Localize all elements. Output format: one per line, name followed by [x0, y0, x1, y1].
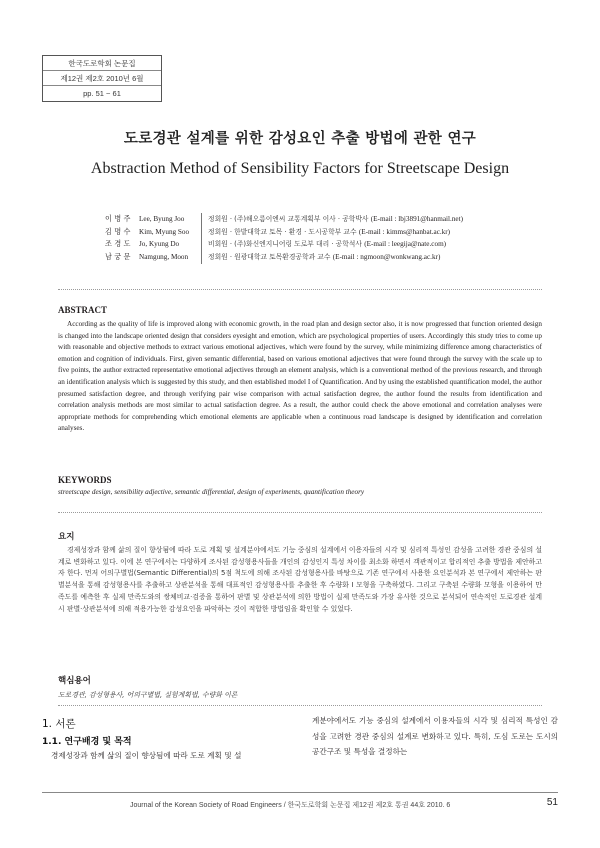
divider [201, 251, 202, 264]
author-email: (E-mail : ngmoon@wonkwang.ac.kr) [332, 253, 441, 262]
author-row [105, 238, 463, 251]
volume-issue: 제12권 제2호 2010년 6월 [43, 71, 161, 86]
publication-info-box [42, 55, 162, 102]
author-affiliation: 정회원 · 원광대학교 토목환경공학과 교수 [208, 253, 331, 262]
page-number: 51 [546, 797, 558, 808]
author-affiliation: 비회원 · (주)화신엔지니어링 도로부 대리 · 공학석사 [208, 240, 362, 249]
author-list [105, 213, 463, 264]
author-name-en: Namgung, Moon [139, 253, 189, 262]
subsection-heading: 1.1. 연구배경 및 목적 [42, 737, 132, 747]
author-name-en: Lee, Byung Joo [139, 215, 185, 223]
separator-rule [58, 705, 542, 706]
keywords-text: streetscape design, sensibility adjective, semantic differential, design of experiments, quantification theory [58, 488, 365, 496]
yoji-text: 경제성장과 함께 삶의 질이 향상됨에 따라 도로 계획 및 설계분야에서도 기능 중심의 설계에서 이용자들의 시각 및 심리적 특성인 감성을 고려한 경관 중심의 설계로 변화하고 있다. 이에 본 연구에서는 다양하게 조사된 감성형용사들을 개인의 감성인지 특성 차이를 최소화 하면서 객관적이고 합리적인 추출 방법을 제안하고자 한다. 먼저 어의구별법(Semantic Differential)의 5점 척도에 의해 조사된 감성형용사를 바탕으로 기존 연구에서 사용한 요인분석과 본 연구에서 제안하는 판별분석을 통해 감성형용사를 추출하고 상관분석을 통해 대표적인 감성형용사를 추출한 후 수량화 Ⅰ 모형을 구축하였다. 그리고 구축된 수량화 모형을 이용하여 만족도를 예측한 후 실제 만족도와의 쌍체비교·검증을 통하여 판별 및 상관분석에 의한 방법이 실제 만족도와 가장 유사한 것으로 분석되어 연속적인 도로경관 설계시 판별·상관분석에 의해 적용가능한 감성요인을 파악하는 것이 적합한 방법임을 확인할 수 있었다. [58, 546, 542, 613]
author-email: (E-mail : leegija@nate.com) [364, 240, 447, 249]
yoji-heading: 요지 [58, 532, 75, 542]
author-email: (E-mail : lbj3891@hanmail.net) [370, 215, 464, 223]
kw-ko-text: 도로경관, 감성형용사, 어의구별법, 실험계획법, 수량화 이론 [58, 691, 238, 699]
author-affiliation: 정회원 · (주)해오름이엔씨 교통계획부 이사 · 공학박사 [208, 215, 369, 223]
author-name-en: Jo, Kyung Do [139, 240, 180, 249]
section-heading: 1. 서론 [42, 718, 76, 730]
footer-rule [42, 792, 558, 793]
divider [201, 213, 202, 226]
author-row [105, 226, 463, 239]
author-row [105, 213, 463, 226]
abstract-text: According as the quality of life is improved along with economic growth, in the road plan and design sector also, it is now progressed that function oriented design is changed into the landscape oriented design that considers eyesight and emotion, which are psychological properties of users. Accordingly this study tries to come up with reasonable and objective methods to extract various emotional adjectives, which were found by the survey, while minimizing difference among characteristics of emotion and cognition of individuals. First, given semantic differential, based on various emotional adjectives that were found through the survey with the scale up to five points, the author extracted representative emotional adjectives through an element analysis, which is a conventional method of the previous research, and through an identification analysis which is suggested by this study, and then established model I of Quantification. And by using the established quantification model, the author presumed satisfaction degree, and through verifying pair wise comparison with actual satisfaction degree, the author found the results from identification and correlation analysis methods are most similar to actual satisfaction degree. As a result, the author could check the above emotional and correlation analyses were appropriate methods for comprehending which emotional elements are applicable when a continuous road landscape is designed by identification and correlation analyses. [58, 320, 542, 433]
divider [201, 238, 202, 251]
footer-citation: Journal of the Korean Society of Road Engineers / 한국도로학회 논문집 제12권 제2호 통권 44호 2010. 6 [130, 802, 451, 809]
kw-ko-heading: 핵심용어 [58, 676, 91, 686]
page-range: pp. 51 ~ 61 [83, 89, 121, 98]
body-right-column: 계분야에서도 기능 중심의 설계에서 이용자들의 시각 및 심리적 특성인 감성을 고려한 경관 중심의 설계로 변화하고 있다. 특히, 도심 도로는 도시의 공간구조 및 특성을 결정하는 [312, 716, 558, 756]
author-name-ko: 조 경 도 [105, 239, 131, 249]
author-name-ko: 이 병 주 [105, 214, 131, 223]
title-english: Abstraction Method of Sensibility Factors for Streetscape Design [90, 160, 510, 177]
author-email: (E-mail : kimms@hanbat.ac.kr) [358, 227, 451, 236]
title-korean: 도로경관 설계를 위한 감성요인 추출 방법에 관한 연구 [123, 131, 477, 147]
author-name-ko: 김 명 수 [105, 226, 131, 236]
abstract-heading: ABSTRACT [58, 305, 108, 315]
divider [201, 226, 202, 239]
author-row [105, 251, 463, 264]
author-name-ko: 남 궁 문 [105, 252, 131, 262]
author-name-en: Kim, Myung Soo [139, 227, 190, 236]
author-affiliation: 정회원 · 한밭대학교 토목 · 환경 · 도시공학부 교수 [208, 227, 357, 236]
body-left-column: 경제성장과 함께 삶의 질이 향상됨에 따라 도로 계획 및 설 [51, 751, 242, 760]
keywords-heading: KEYWORDS [58, 475, 112, 485]
separator-rule [58, 289, 542, 290]
separator-rule [58, 512, 542, 513]
journal-name: 한국도로학회 논문집 [43, 56, 161, 71]
